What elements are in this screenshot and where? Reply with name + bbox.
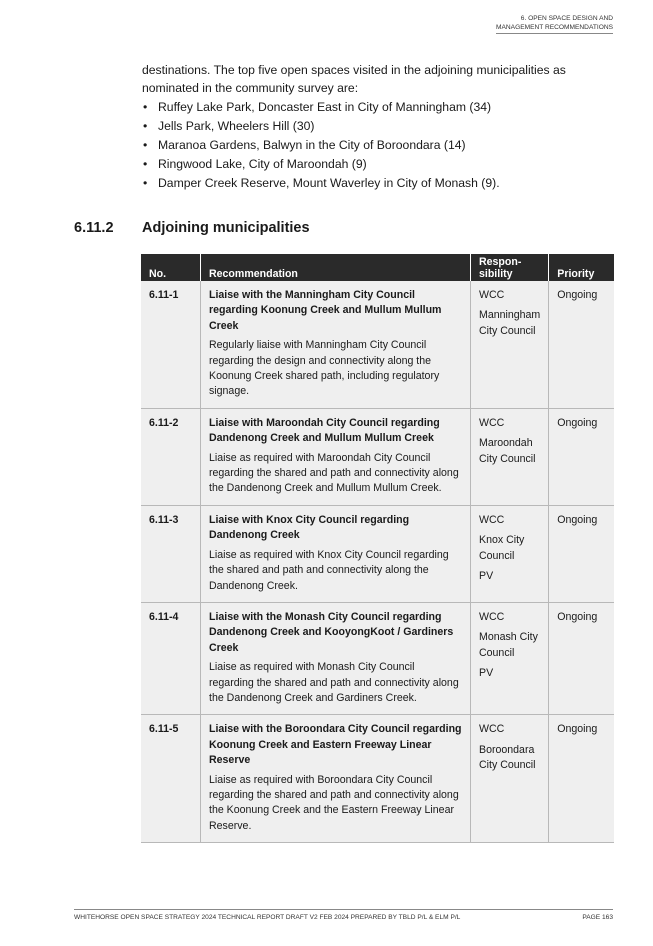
footer-document-info: WHITEHORSE OPEN SPACE STRATEGY 2024 TECHNICAL REPORT DRAFT V2 FEB 2024 PREPARED BY TBLD P/L & ELM P/L [74,914,461,921]
header-recommendation: Recommendation [201,254,471,281]
recommendation-cell [201,715,471,843]
header-no: No. [141,254,201,281]
recommendation-title: Liaise with the Monash City Council regarding Dandenong Creek and KooyongKoot / Gardiners Creek [209,610,454,654]
row-number: 6.11-2 [141,408,201,505]
running-header-line-1: 6. OPEN SPACE DESIGN AND [520,15,613,22]
section-title: Adjoining municipalities [142,220,310,236]
header-priority: Priority [549,254,614,281]
responsibility-item: WCC [479,416,505,429]
list-item: • Damper Creek Reserve, Mount Waverley in City of Monash (9). [142,175,592,192]
recommendation-cell [201,408,471,505]
recommendation-body: Liaise as required with Monash City Council regarding the shared and path and connectivity along the Dandenong Creek and Gardiners Creek. [209,661,459,704]
header-responsibility-line-1: Respon- [479,256,522,268]
recommendation-cell [201,602,471,714]
table-row [141,408,614,505]
responsibility-item: Knox City Council [479,534,525,562]
responsibility-item: WCC [479,610,505,623]
recommendation-cell [201,505,471,602]
recommendations-table [141,254,614,843]
header-responsibility [471,254,549,281]
table-row [141,505,614,602]
table-row [141,602,614,714]
recommendation-body: Liaise as required with Boroondara City Council regarding the shared and path and connectivity along the Koonung Creek and the Eastern Freeway Linear Reserve. [209,773,459,832]
responsibility-item: PV [479,570,494,583]
responsibility-item: Maroondah City Council [479,437,536,465]
recommendation-title: Liaise with the Boroondara City Council regarding Koonung Creek and Eastern Freeway Linear Reserve [209,723,462,767]
page-footer [74,909,613,921]
responsibility-item: Boroondara City Council [479,743,536,772]
responsibility-item: Manningham City Council [479,309,541,337]
recommendation-title: Liaise with the Manningham City Council regarding Koonung Creek and Mullum Mullum Creek [209,289,442,332]
row-number: 6.11-1 [141,281,201,408]
table-row [141,715,614,843]
responsibility-cell [471,505,549,602]
list-item: • Maranoa Gardens, Balwyn in the City of Boroondara (14) [142,137,592,154]
responsibility-cell [471,715,549,843]
priority-cell: Ongoing [549,408,614,505]
row-number: 6.11-4 [141,602,201,714]
responsibility-item: WCC [479,289,505,301]
table-header-row [141,254,614,281]
open-space-list [142,99,592,192]
row-number: 6.11-5 [141,715,201,843]
running-header [496,15,613,34]
recommendation-title: Liaise with Maroondah City Council regarding Dandenong Creek and Mullum Mullum Creek [209,416,440,445]
priority-cell: Ongoing [549,602,614,714]
responsibility-cell [471,408,549,505]
responsibility-item: Monash City Council [479,631,538,659]
intro-block [142,62,592,194]
responsibility-cell [471,281,549,408]
responsibility-item: WCC [479,723,505,736]
recommendation-cell [201,281,471,408]
list-item: • Ringwood Lake, City of Maroondah (9) [142,156,592,173]
recommendation-title: Liaise with Knox City Council regarding Dandenong Creek [209,513,410,542]
running-header-line-2: MANAGEMENT RECOMMENDATIONS [496,23,613,31]
responsibility-item: PV [479,667,494,680]
section-number: 6.11.2 [74,220,114,236]
intro-paragraph: destinations. The top five open spaces visited in the adjoining municipalities as nominated in the community survey are: [142,63,566,95]
priority-cell: Ongoing [549,505,614,602]
priority-cell: Ongoing [549,715,614,843]
list-item: • Ruffey Lake Park, Doncaster East in City of Manningham (34) [142,99,592,116]
row-number: 6.11-3 [141,505,201,602]
priority-cell: Ongoing [549,281,614,408]
table-row [141,281,614,408]
footer-page-number: PAGE 163 [582,914,613,921]
recommendation-body: Regularly liaise with Manningham City Council regarding the design and connectivity along the Koonung Creek shared path, including regulatory signage. [209,339,440,398]
section-heading [74,220,310,236]
responsibility-cell [471,602,549,714]
list-item: • Jells Park, Wheelers Hill (30) [142,118,592,135]
responsibility-item: WCC [479,513,505,526]
recommendation-body: Liaise as required with Maroondah City Council regarding the shared and path and connectivity along the Dandenong Creek and Mullum Mullum Creek. [209,451,459,495]
header-responsibility-line-2: sibility [479,268,513,280]
recommendation-body: Liaise as required with Knox City Council regarding the shared and path and connectivity along the Dandenong Creek. [209,548,449,592]
